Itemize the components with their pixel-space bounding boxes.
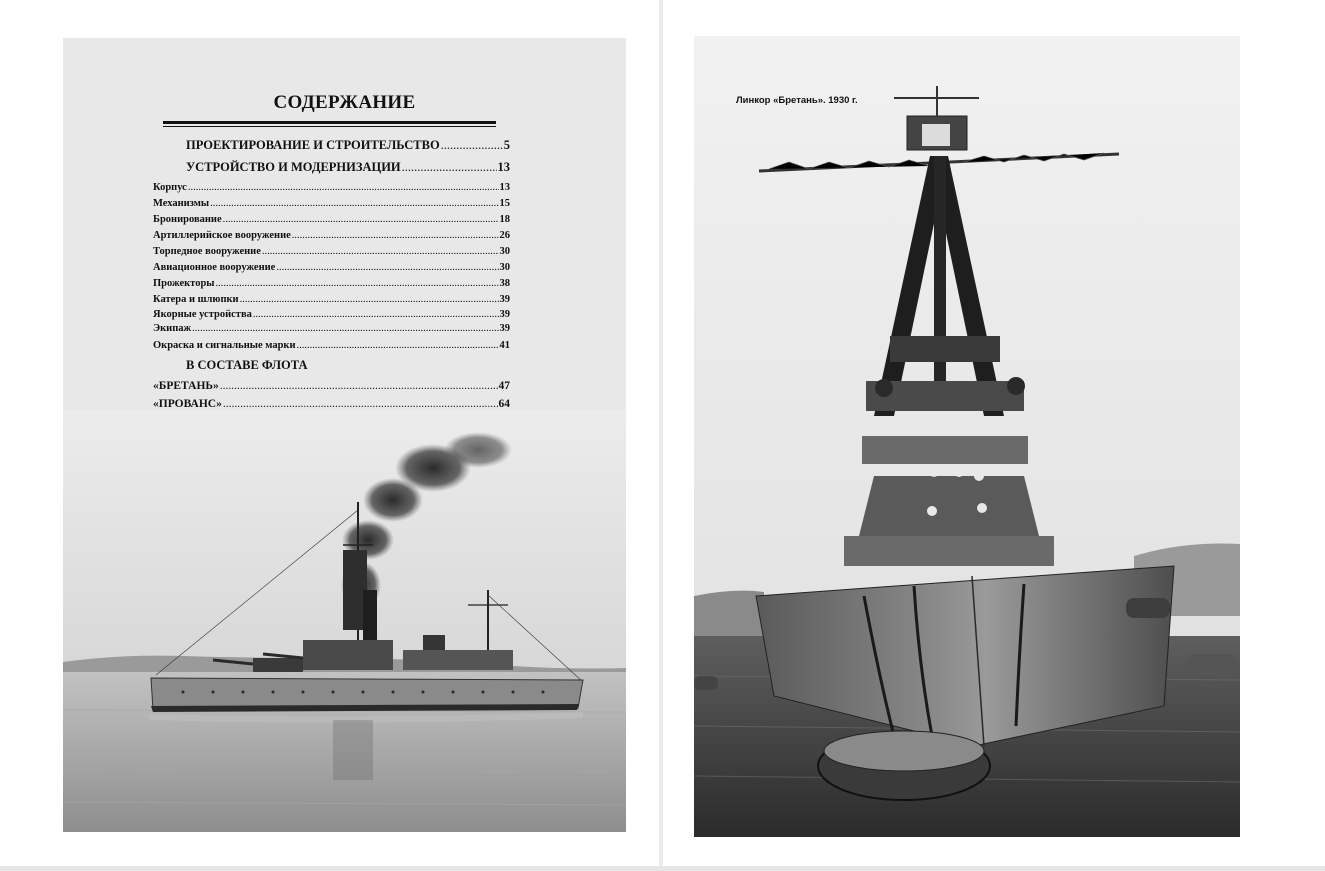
battleship-photo-bow-view	[694, 36, 1240, 837]
title-rule-thick	[163, 121, 496, 124]
toc-entry-page: 15	[499, 198, 510, 209]
toc-leader-dots	[276, 262, 498, 273]
toc-entry[interactable]	[153, 230, 510, 241]
right-page	[694, 36, 1240, 837]
toc-entry-page: 39	[499, 323, 510, 334]
toc-entry[interactable]	[153, 340, 510, 351]
toc-entry[interactable]	[153, 182, 510, 193]
toc-entry-label: Артиллерийское вооружение	[153, 230, 291, 241]
toc-entry[interactable]	[153, 198, 510, 209]
toc-entry[interactable]	[186, 138, 510, 153]
toc-leader-dots	[441, 138, 503, 153]
title-rule-thin	[163, 126, 496, 127]
toc-entry-label: Корпус	[153, 182, 187, 193]
viewer-bottom-edge	[0, 866, 1325, 871]
toc-entry[interactable]	[153, 278, 510, 289]
toc-entry[interactable]	[153, 398, 510, 410]
toc-leader-dots	[253, 309, 499, 320]
toc-leader-dots	[188, 182, 499, 193]
toc-entry[interactable]	[153, 262, 510, 273]
toc-entry-page: 30	[499, 262, 510, 273]
toc-entry-label: Бронирование	[153, 214, 222, 225]
toc-title: СОДЕРЖАНИЕ	[273, 92, 416, 113]
toc-entry-page: 13	[497, 160, 510, 174]
toc-entry-page: 41	[499, 340, 510, 351]
toc-entry-label: Механизмы	[153, 198, 210, 209]
toc-entry[interactable]	[186, 160, 510, 175]
toc-entry-page: 18	[499, 214, 510, 225]
toc-entry-page: 13	[499, 182, 510, 193]
toc-leader-dots	[223, 214, 499, 225]
toc-entry-label: Катера и шлюпки	[153, 294, 239, 305]
toc-leader-dots	[192, 323, 498, 334]
toc-entry-label: УСТРОЙСТВО И МОДЕРНИЗАЦИИ	[186, 160, 401, 174]
battleship-photo-side-view	[63, 410, 626, 832]
toc-entry-page: 39	[499, 294, 510, 305]
toc-leader-dots	[402, 160, 497, 175]
toc-leader-dots	[210, 198, 498, 209]
toc-entry-label: Прожекторы	[153, 278, 215, 289]
toc-leader-dots	[240, 294, 499, 305]
toc-entry[interactable]	[153, 380, 510, 392]
left-page	[63, 38, 626, 832]
toc-entry-label: Торпедное вооружение	[153, 246, 261, 257]
toc-entry-page: 26	[499, 230, 510, 241]
toc-leader-dots	[220, 380, 498, 392]
toc-leader-dots	[297, 340, 499, 351]
toc-entry-label: Окраска и сигнальные марки	[153, 340, 296, 351]
page-gutter	[659, 0, 663, 866]
toc-entry[interactable]	[153, 246, 510, 257]
toc-leader-dots	[292, 230, 499, 241]
toc-leader-dots	[216, 278, 499, 289]
toc-entry-label: В СОСТАВЕ ФЛОТА	[186, 358, 308, 372]
toc-entry[interactable]	[153, 214, 510, 225]
toc-section-heading[interactable]	[186, 358, 308, 373]
photo-caption: Линкор «Бретань». 1930 г.	[736, 95, 858, 106]
toc-entry-label: ПРОЕКТИРОВАНИЕ И СТРОИТЕЛЬСТВО	[186, 138, 440, 152]
toc-entry-label: Экипаж	[153, 323, 192, 334]
toc-entry-label: «ПРОВАНС»	[153, 398, 222, 410]
toc-leader-dots	[223, 398, 498, 410]
toc-entry-page: 47	[498, 380, 510, 392]
toc-entry-page: 64	[498, 398, 510, 410]
toc-entry-label: Якорные устройства	[153, 309, 252, 320]
toc-entry[interactable]	[153, 323, 510, 334]
toc-entry-page: 38	[499, 278, 510, 289]
toc-leader-dots	[262, 246, 499, 257]
toc-entry-label: «БРЕТАНЬ»	[153, 380, 219, 392]
toc-entry-page: 39	[499, 309, 510, 320]
toc-entry-page: 30	[499, 246, 510, 257]
toc-entry-label: Авиационное вооружение	[153, 262, 276, 273]
toc-entry[interactable]	[153, 309, 510, 320]
toc-entry[interactable]	[153, 294, 510, 305]
toc-entry-page: 5	[503, 138, 510, 152]
